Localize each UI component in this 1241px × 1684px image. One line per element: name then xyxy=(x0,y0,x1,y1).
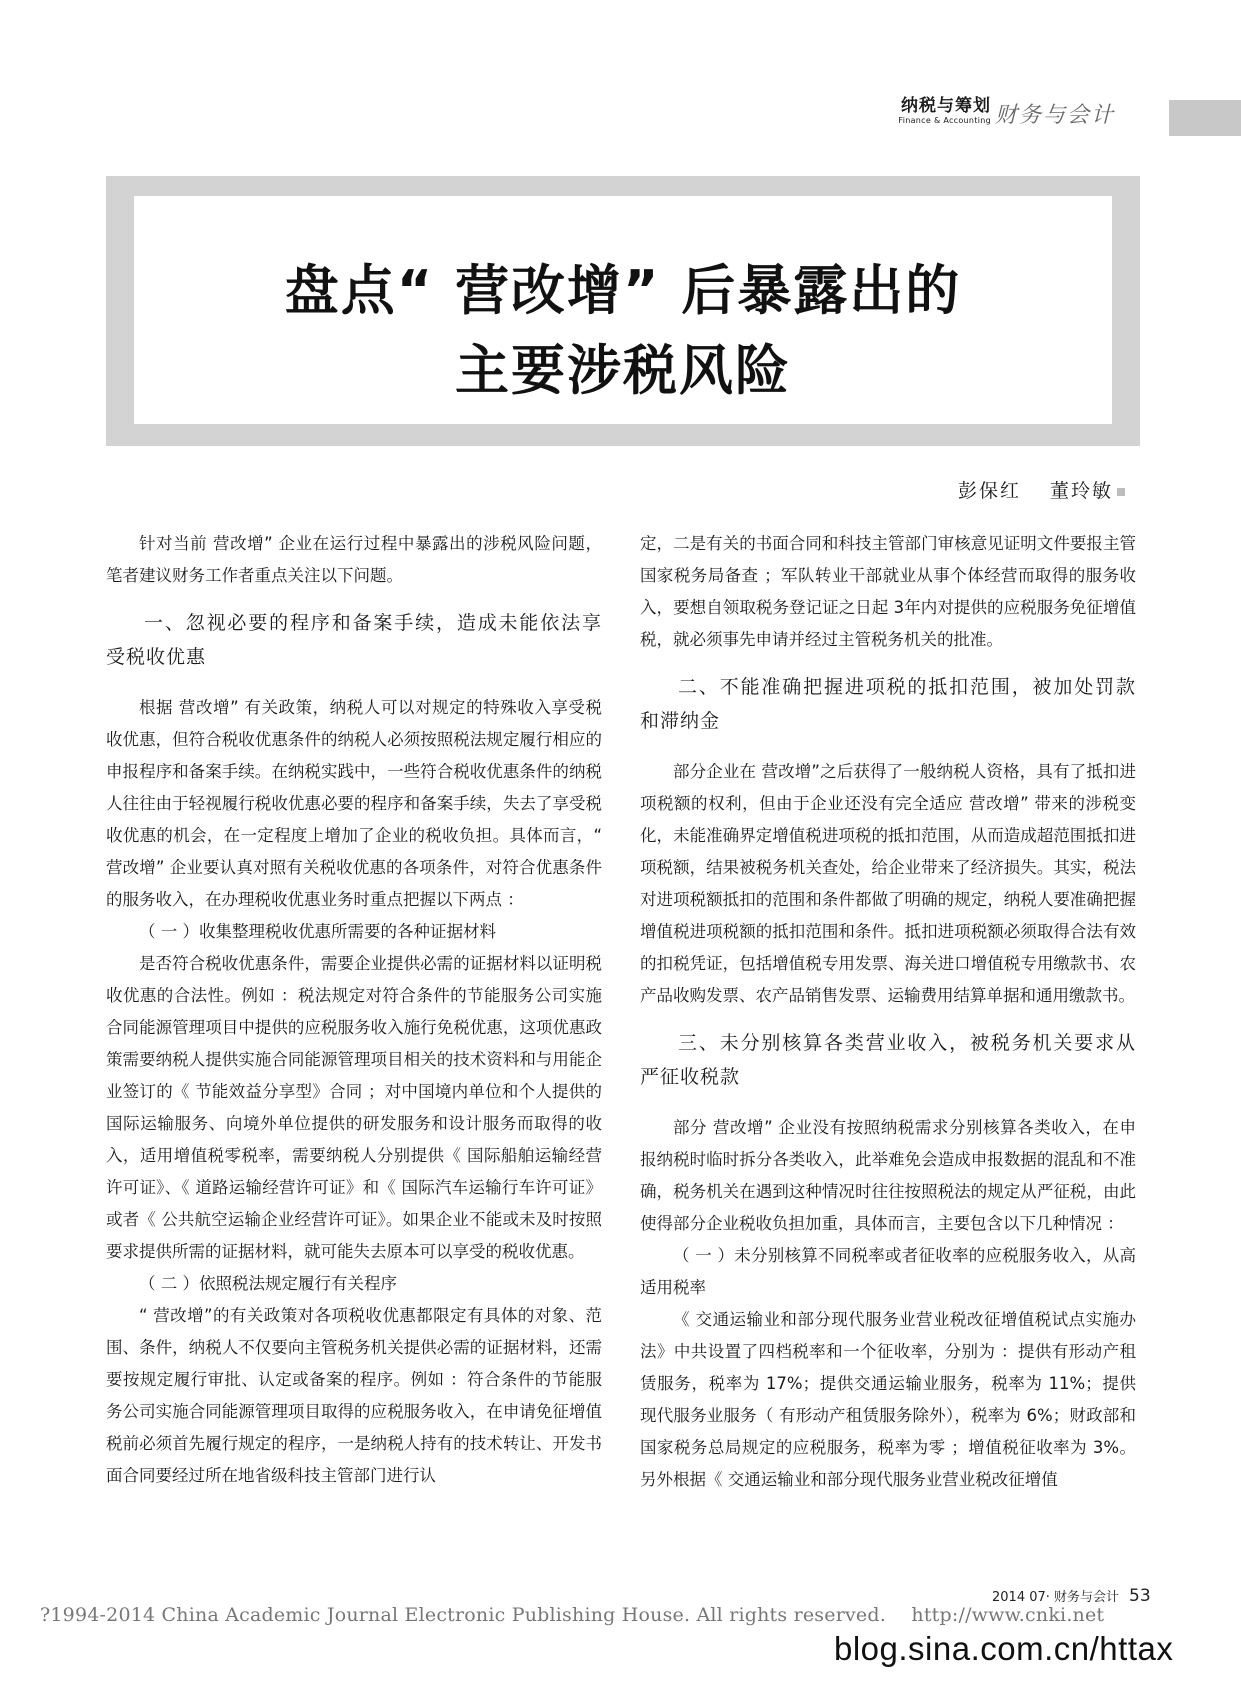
subheading: （ 二 ）依照税法规定履行有关程序 xyxy=(139,1274,397,1293)
body-paragraph: 部分企业在 营改增”之后获得了一般纳税人资格，具有了抵扣进项税额的权利，但由于企业还没有完全适应 营改增” 带来的涉税变化，未能准确界定增值税进项税的抵扣范围，从而造成超范围抵扣进项税额，结果被税务机关查处，给企业带来了经济损失。其实，税法对进项税额抵扣的范围和条件都做了明确的规定，纳税人要准确把握增值税进项税额的抵扣范围和条件。抵扣进项税额必须取得合法有效的扣税凭证，包括增值税专用发票、海关进口增值税专用缴款书、农产品收购发票、农产品销售发票、运输费用结算单据和通用缴款书。 xyxy=(640,762,1136,1005)
body-paragraph: “ 营改增”的有关政策对各项税收优惠都限定有具体的对象、范围、条件，纳税人不仅要向主管税务机关提供必需的证据材料，还需要按规定履行审批、认定或备案的程序。例如 ：符合条件的节能服务公司实施合同能源管理项目取得的应税服务收入，在申请免征增值税前必须首先履行规定的程序，一是纳税人持有的技术转让、开发书面合同要经过所在地省级科技主管部门进行认 xyxy=(106,1306,602,1485)
right-column xyxy=(640,528,1136,1496)
section-heading-1: 一、忽视必要的程序和备案手续，造成未能依法享受税收优惠 xyxy=(106,612,602,668)
body-paragraph: 部分 营改增” 企业没有按照纳税需求分别核算各类收入，在申报纳税时临时拆分各类收入，此举难免会造成申报数据的混乱和不准确，税务机关在遇到这种情况时往往按照税法的规定从严征税，由此使得部分企业税收负担加重，具体而言，主要包含以下几种情况 ： xyxy=(640,1118,1136,1233)
section-heading-2: 二、不能准确把握进项税的抵扣范围，被加处罚款和滞纳金 xyxy=(640,676,1136,732)
authors xyxy=(958,476,1125,503)
section-heading-3: 三、未分别核算各类营业收入，被税务机关要求从严征收税款 xyxy=(640,1032,1136,1088)
subheading: （ 一 ）收集整理税收优惠所需要的各种证据材料 xyxy=(139,922,496,941)
left-column xyxy=(106,528,602,1492)
magazine-logo: 财务与会计 xyxy=(995,103,1116,128)
copyright-notice: ?1994-2014 China Academic Journal Electronic Publishing House. All rights reserved. http://www.cnki.net xyxy=(40,1604,1105,1626)
title-box xyxy=(134,196,1112,424)
column-name-en: Finance & Accounting xyxy=(898,116,991,125)
subheading: （ 一 ）未分别核算不同税率或者征收率的应税服务收入，从高适用税率 xyxy=(640,1246,1136,1297)
column-label xyxy=(881,96,991,126)
author-names: 彭保红 董玲敏 xyxy=(957,480,1113,502)
watermark-url: blog.sina.com.cn/httax xyxy=(834,1630,1174,1667)
end-square-icon xyxy=(1117,488,1125,496)
header-gray-bar xyxy=(1169,100,1241,136)
title-frame xyxy=(106,176,1140,446)
body-paragraph: 《 交通运输业和部分现代服务业营业税改征增值税试点实施办法》中共设置了四档税率和一个征收率，分别为 ：提供有形动产租赁服务，税率为 17%；提供交通运输业服务，税率为 11%；提供现代服务业服务（ 有形动产租赁服务除外），税率为 6%；财政部和国家税务总局规定的应税服务，税率为零 ；增值税征收率为 3%。另外根据《 交通运输业和部分现代服务业营业税改征增值 xyxy=(640,1310,1136,1489)
intro-paragraph: 针对当前 营改增” 企业在运行过程中暴露出的涉税风险问题，笔者建议财务工作者重点关注以下问题。 xyxy=(106,534,602,585)
article-title-line-1: 盘点“ 营改增” 后暴露出的 xyxy=(284,259,962,322)
page-number: 53 xyxy=(1129,1586,1151,1606)
body-paragraph: 是否符合税收优惠条件，需要企业提供必需的证据材料以证明税收优惠的合法性。例如 ：税法规定对符合条件的节能服务公司实施合同能源管理项目中提供的应税服务收入施行免税优惠，这项优惠政策需要纳税人提供实施合同能源管理项目相关的技术资料和与用能企业签订的《 节能效益分享型》合同 ；对中国境内单位和个人提供的国际运输服务、向境外单位提供的研发服务和设计服务而取得的收入，适用增值税零税率，需要纳税人分别提供《 国际船舶运输经营许可证》、《 道路运输经营许可证》和《 国际汽车运输行车许可证》或者《 公共航空运输企业经营许可证》。如果企业不能或未及时按照要求提供所需的证据材料，就可能失去原本可以享受的税收优惠。 xyxy=(106,954,602,1261)
body-paragraph: 根据 营改增” 有关政策，纳税人可以对规定的特殊收入享受税收优惠，但符合税收优惠条件的纳税人必须按照税法规定履行相应的申报程序和备案手续。在纳税实践中，一些符合税收优惠条件的纳税人往往由于轻视履行税收优惠必要的程序和备案手续，失去了享受税收优惠的机会，在一定程度上增加了企业的税收负担。具体而言，“ 营改增” 企业要认真对照有关税收优惠的各项条件，对符合优惠条件的服务收入，在办理税收优惠业务时重点把握以下两点 ： xyxy=(106,698,602,909)
body-paragraph: 定，二是有关的书面合同和科技主管部门审核意见证明文件要报主管国家税务局备查 ；军队转业干部就业从事个体经营而取得的服务收入，要想自领取税务登记证之日起 3年内对提供的应税服务免征增值税，就必须事先申请并经过主管税务机关的批准。 xyxy=(640,534,1136,649)
article-title-line-2: 主要涉税风险 xyxy=(455,339,791,402)
column-name-cn: 纳税与筹划 xyxy=(901,96,991,116)
issue-info: 2014 07· 财务与会计 xyxy=(992,1590,1120,1605)
page-header xyxy=(881,92,1241,136)
